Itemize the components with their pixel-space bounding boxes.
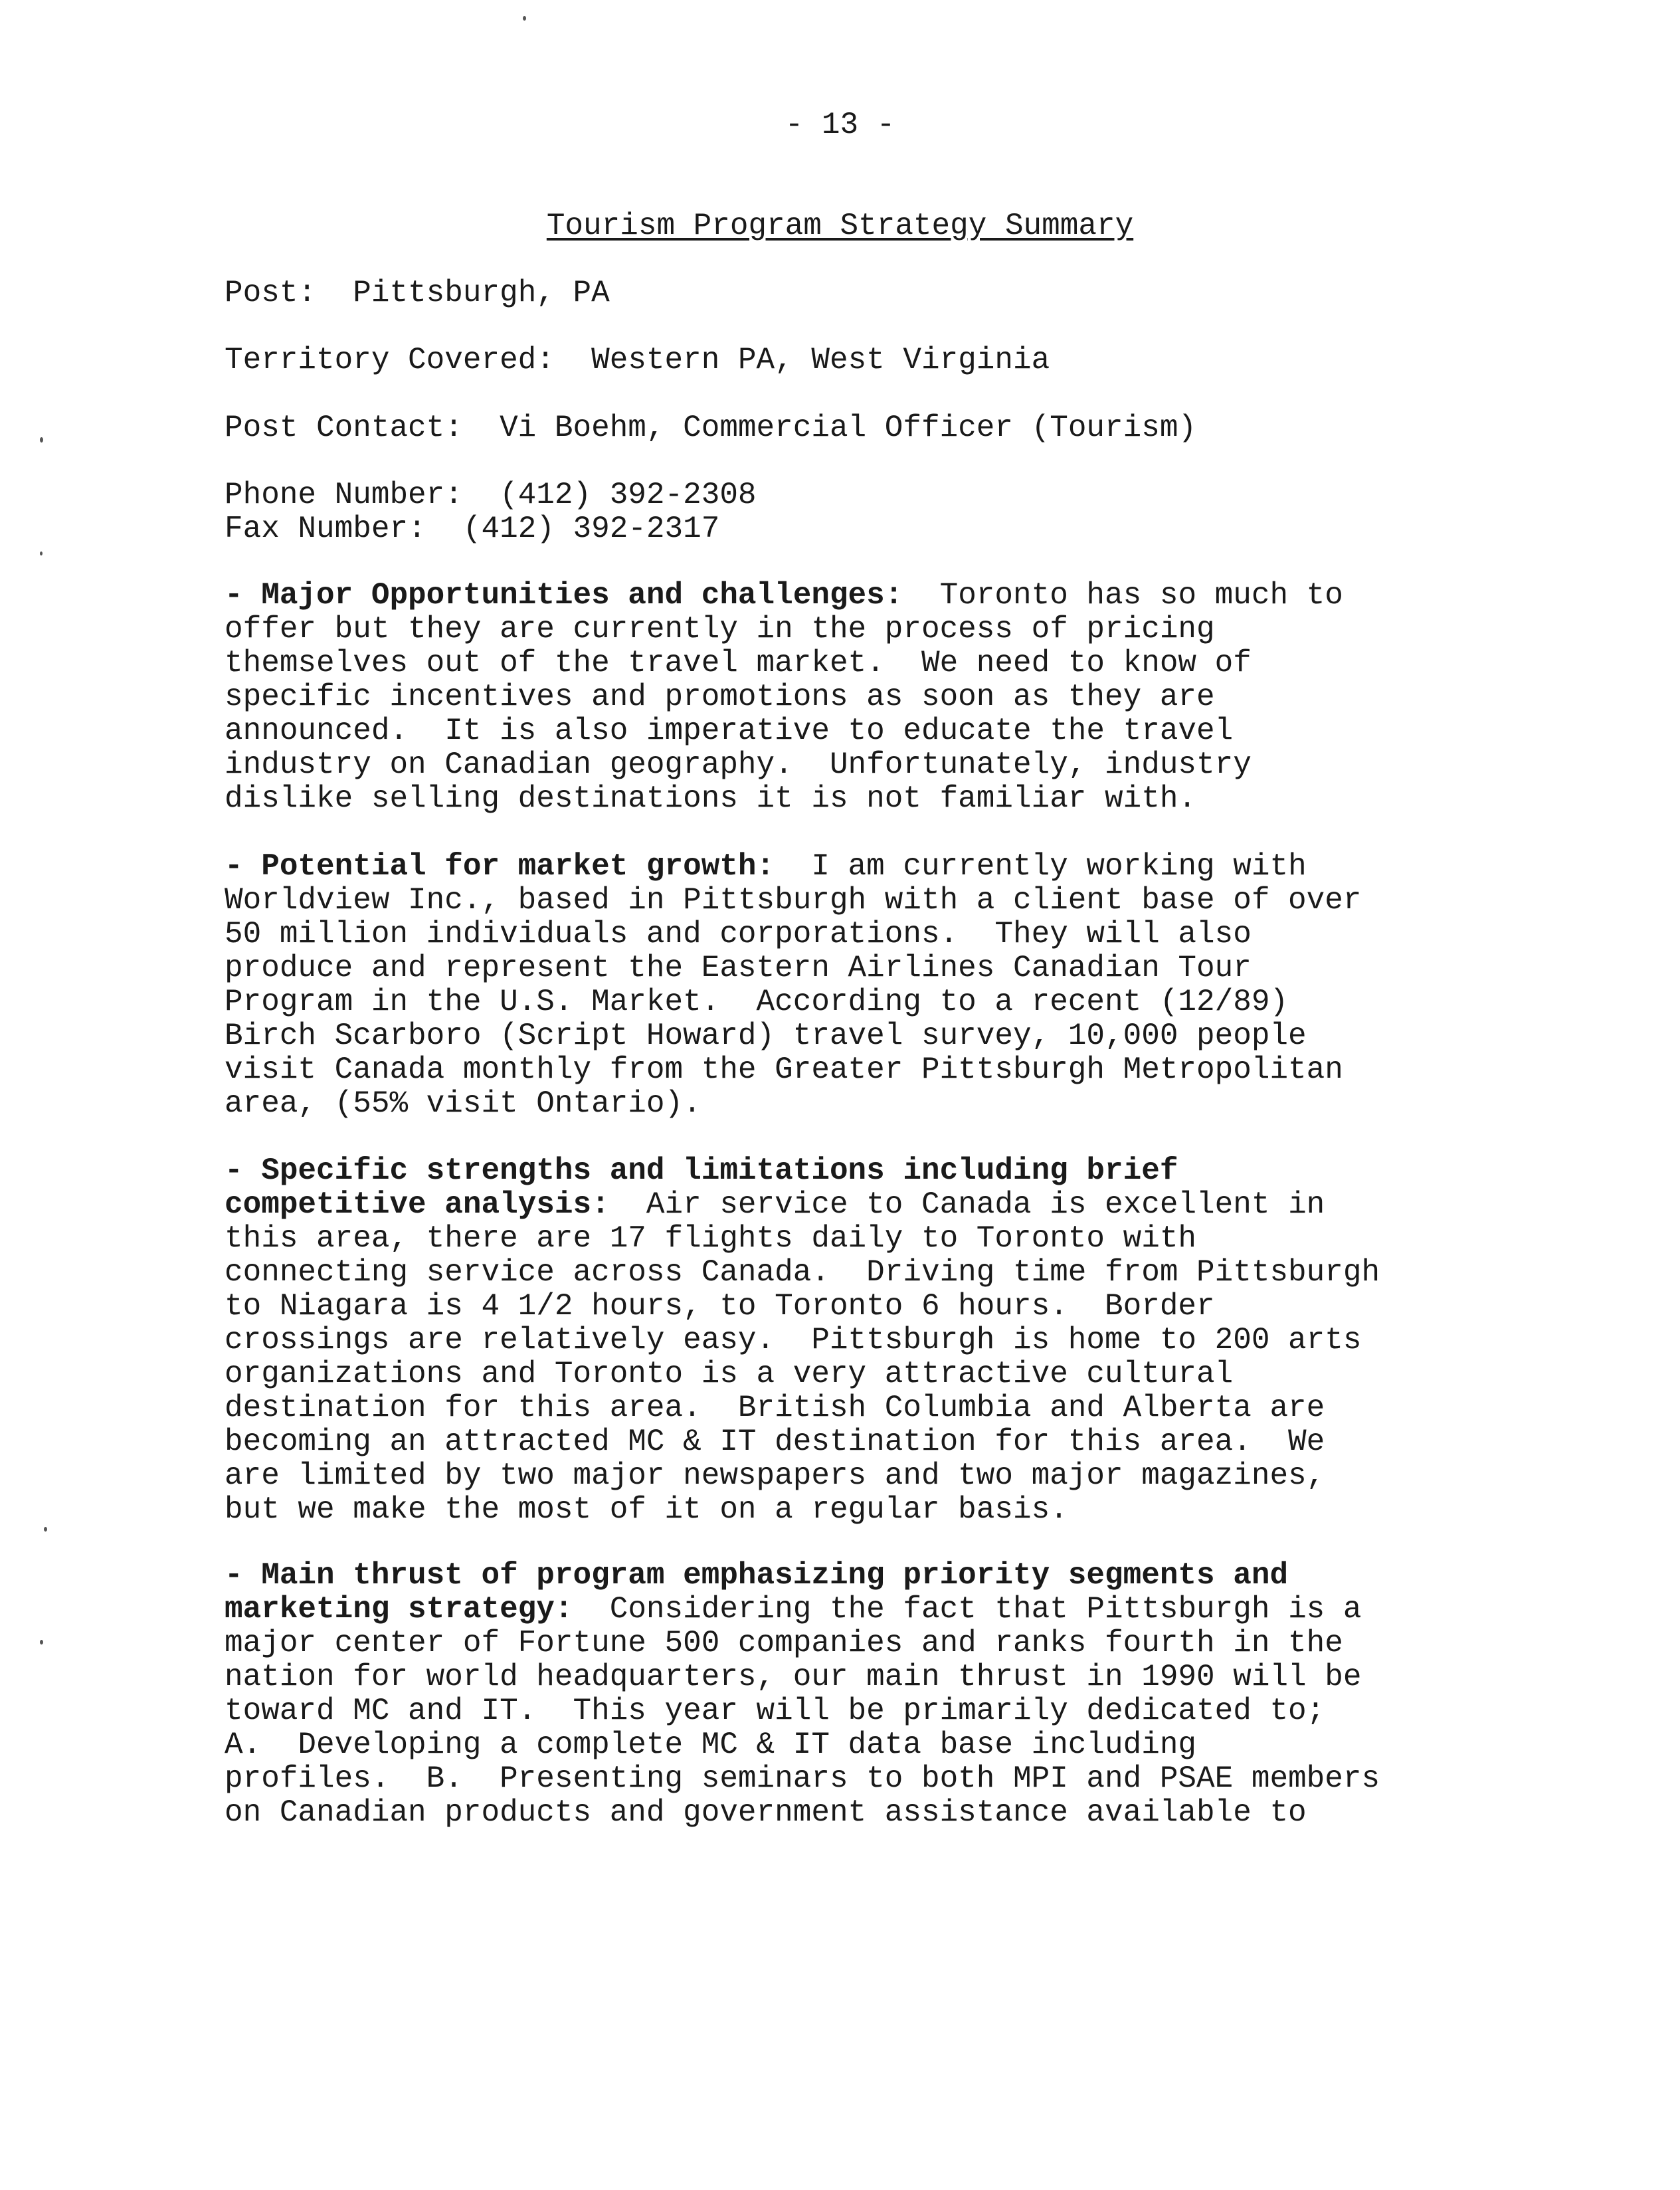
post-line (225, 276, 1553, 310)
section-line: profiles. B. Presenting seminars to both MPI and PSAE members (225, 1761, 1380, 1796)
document-title: Tourism Program Strategy Summary (546, 209, 1134, 243)
section-major-opportunities (225, 579, 1553, 816)
section-heading-continued: competitive analysis: (225, 1187, 610, 1222)
section-first-line-rest: Air service to Canada is excellent in (609, 1187, 1325, 1222)
section-line: A. Developing a complete MC & IT data base including (225, 1728, 1197, 1762)
section-line: specific incentives and promotions as soon as they are (225, 680, 1215, 714)
scan-speck (44, 1527, 47, 1532)
post-label: Post: (225, 276, 317, 310)
section-line: visit Canada monthly from the Greater Pittsburgh Metropolitan (225, 1052, 1343, 1087)
fax-label: Fax Number: (225, 512, 426, 546)
section-heading: - Potential for market growth: (225, 849, 775, 884)
section-line: nation for world headquarters, our main thrust in 1990 will be (225, 1660, 1362, 1694)
section-heading: - Main thrust of program emphasizing priority segments and (225, 1558, 1289, 1593)
section-strengths-limitations (225, 1154, 1553, 1527)
section-line: major center of Fortune 500 companies and ranks fourth in the (225, 1626, 1343, 1660)
contact-line (225, 411, 1553, 445)
section-line: but we make the most of it on a regular basis. (225, 1492, 1068, 1527)
section-line: are limited by two major newspapers and two major magazines, (225, 1458, 1325, 1493)
section-line: 50 million individuals and corporations. They will also (225, 917, 1252, 951)
fax-line (225, 512, 1553, 546)
section-first-line-rest: Toronto has so much to (903, 578, 1343, 613)
section-heading-continued: marketing strategy: (225, 1592, 573, 1627)
section-market-growth (225, 850, 1553, 1121)
territory-value: Western PA, West Virginia (591, 343, 1050, 377)
section-main-thrust (225, 1559, 1553, 1830)
scan-speck (40, 437, 43, 443)
section-line: crossings are relatively easy. Pittsburgh is home to 200 arts (225, 1323, 1362, 1357)
section-line: dislike selling destinations it is not familiar with. (225, 781, 1197, 816)
page-number: - 13 - (785, 108, 895, 142)
territory-line (225, 344, 1553, 377)
section-line: connecting service across Canada. Driving time from Pittsburgh (225, 1255, 1380, 1290)
phone-label: Phone Number: (225, 478, 463, 512)
section-line: becoming an attracted MC & IT destination for this area. We (225, 1425, 1325, 1459)
territory-label: Territory Covered: (225, 343, 555, 377)
section-line: offer but they are currently in the process of pricing (225, 612, 1215, 647)
post-value: Pittsburgh, PA (353, 276, 610, 310)
section-line: Birch Scarboro (Script Howard) travel survey, 10,000 people (225, 1019, 1307, 1053)
section-line: this area, there are 17 flights daily to Toronto with (225, 1221, 1197, 1256)
section-first-line-rest: Considering the fact that Pittsburgh is a (573, 1592, 1362, 1627)
scan-speck (40, 551, 43, 555)
fax-value: (412) 392-2317 (462, 512, 720, 546)
section-line: announced. It is also imperative to educate the travel (225, 714, 1234, 748)
section-first-line-rest: I am currently working with (775, 849, 1307, 884)
section-line: on Canadian products and government assistance available to (225, 1795, 1307, 1830)
section-line: organizations and Toronto is a very attractive cultural (225, 1357, 1234, 1391)
section-line: Program in the U.S. Market. According to a recent (12/89) (225, 985, 1289, 1019)
contact-value: Vi Boehm, Commercial Officer (Tourism) (500, 411, 1197, 445)
section-line: to Niagara is 4 1/2 hours, to Toronto 6 hours. Border (225, 1289, 1215, 1324)
section-heading: - Specific strengths and limitations including brief (225, 1153, 1178, 1188)
section-line: toward MC and IT. This year will be primarily dedicated to; (225, 1694, 1325, 1728)
section-line: themselves out of the travel market. We need to know of (225, 646, 1252, 680)
section-line: produce and represent the Eastern Airlines Canadian Tour (225, 951, 1252, 985)
phone-line (225, 478, 1553, 512)
scan-speck (40, 1640, 43, 1644)
scan-speck (523, 16, 526, 21)
phone-value: (412) 392-2308 (500, 478, 757, 512)
section-heading: - Major Opportunities and challenges: (225, 578, 903, 613)
contact-label: Post Contact: (225, 411, 463, 445)
section-line: destination for this area. British Columbia and Alberta are (225, 1391, 1325, 1425)
section-line: Worldview Inc., based in Pittsburgh with a client base of over (225, 883, 1362, 918)
section-line: industry on Canadian geography. Unfortunately, industry (225, 747, 1252, 782)
section-line: area, (55% visit Ontario). (225, 1086, 701, 1121)
